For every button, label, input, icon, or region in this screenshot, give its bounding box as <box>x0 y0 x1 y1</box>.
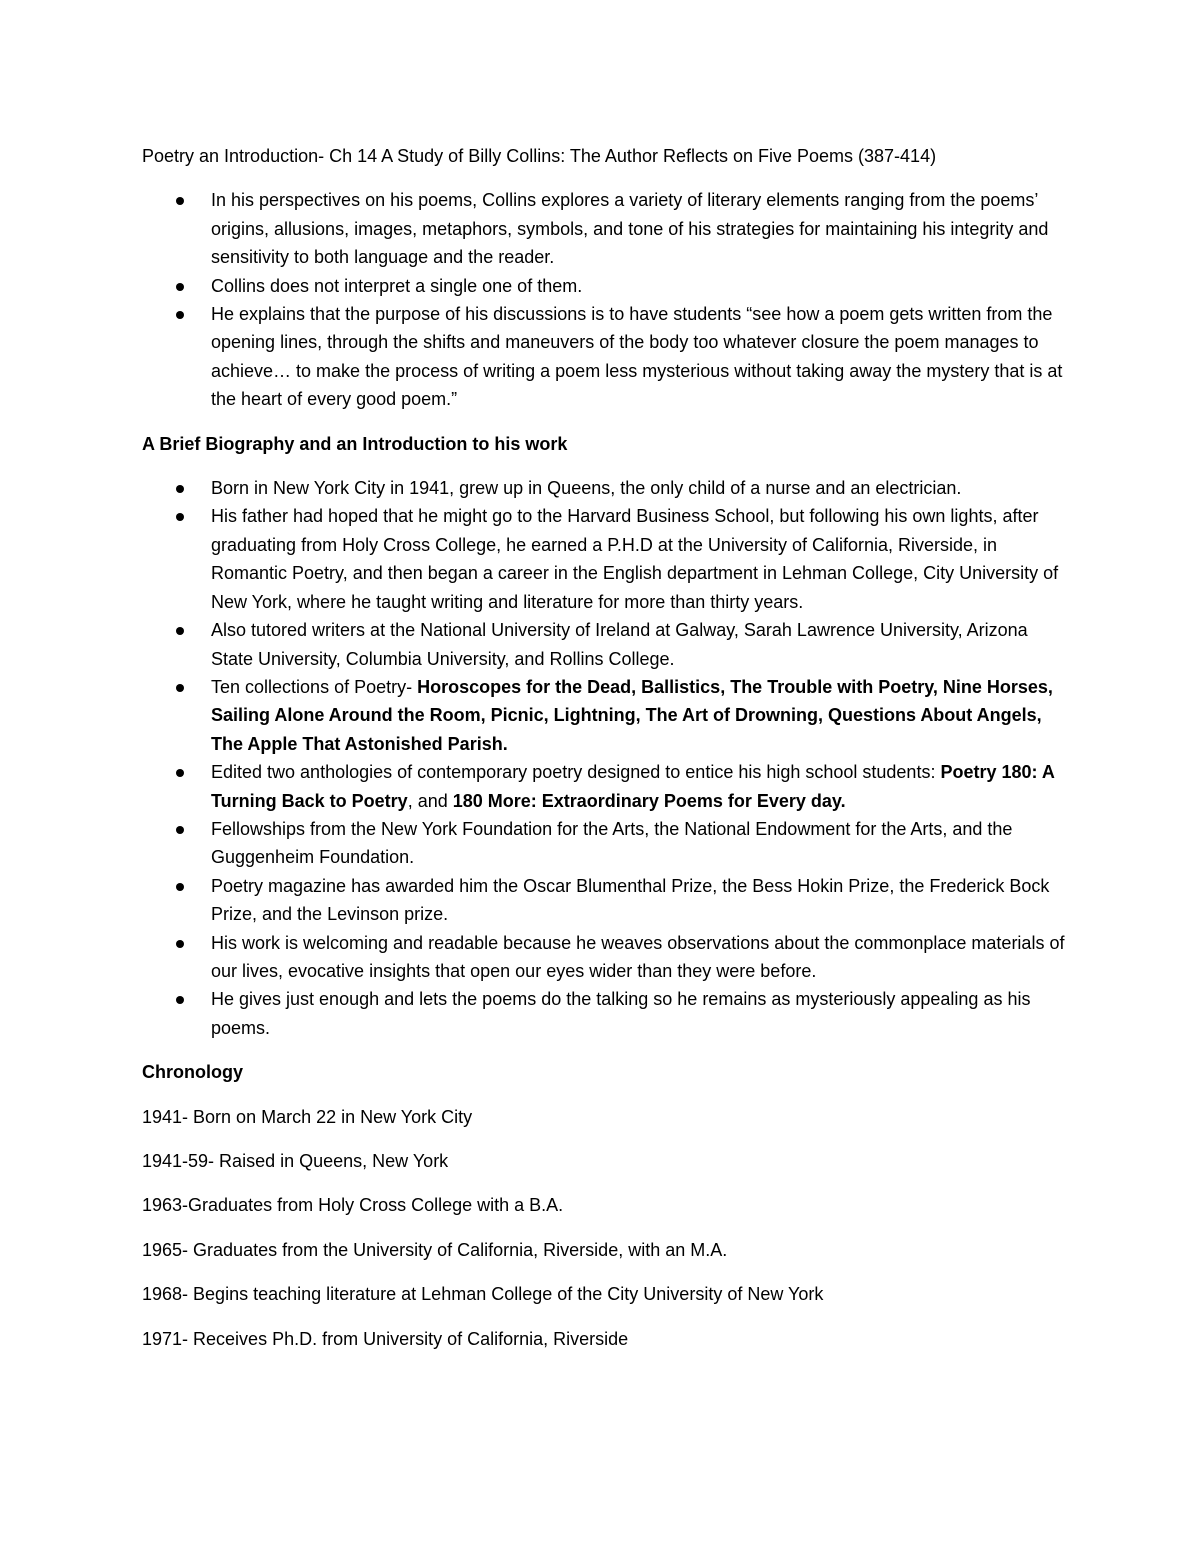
document-title: Poetry an Introduction- Ch 14 A Study of Billy Collins: The Author Reflects on Five Poems (387-414) <box>142 146 937 166</box>
bullet-icon <box>176 996 184 1004</box>
bullet-icon <box>176 826 184 834</box>
list-item <box>142 272 1072 300</box>
bullet-icon <box>176 627 184 635</box>
chronology-heading: Chronology <box>142 1062 243 1083</box>
chronology-entry: 1963-Graduates from Holy Cross College with a B.A. <box>142 1195 564 1216</box>
anthologies-prefix: Edited two anthologies of contemporary poetry designed to entice his high school students: <box>211 762 941 783</box>
list-item-text: Born in New York City in 1941, grew up in Queens, the only child of a nurse and an electrician. <box>211 478 962 499</box>
biography-bullet-list <box>142 474 1072 1042</box>
anthology-one-title: Poetry 180: A Turning Back to Poetry <box>211 762 1055 811</box>
list-item-text: He explains that the purpose of his discussions is to have students “see how a poem gets written from the opening lines, through the shifts and maneuvers of the body too whatever closure the poem manages to achieve… to make the process of writing a poem less mysterious without taking away the mystery that is at the heart of every good poem.” <box>211 304 1063 410</box>
chronology-entry: 1941- Born on March 22 in New York City <box>142 1106 473 1127</box>
list-item-text: Fellowships from the New York Foundation for the Arts, the National Endowment for the Arts, and the Guggenheim Foundation. <box>211 818 1013 868</box>
list-item-text: In his perspectives on his poems, Collins explores a variety of literary elements ranging from the poems’ origins, allusions, images, metaphors, symbols, and tone of his strategies for maintaining his integrity and sensitivity to both language and the reader. <box>211 190 1049 268</box>
list-item <box>142 758 1072 815</box>
bullet-icon <box>176 311 184 319</box>
list-item-text: He gives just enough and lets the poems do the talking so he remains as mysteriously appealing as his poems. <box>211 989 1031 1038</box>
bullet-icon <box>176 485 184 493</box>
list-item <box>142 815 1072 872</box>
bullet-icon <box>176 513 184 521</box>
list-item-text: Also tutored writers at the National University of Ireland at Galway, Sarah Lawrence University, Arizona State University, Columbia University, and Rollins College. <box>211 620 1028 669</box>
list-item <box>142 985 1072 1042</box>
bullet-icon <box>176 197 184 205</box>
list-item <box>142 300 1072 414</box>
bullet-icon <box>176 283 184 291</box>
list-item <box>142 929 1072 986</box>
chronology-entry: 1971- Receives Ph.D. from University of California, Riverside <box>142 1328 629 1349</box>
chronology-entry: 1941-59- Raised in Queens, New York <box>142 1151 449 1171</box>
list-item <box>142 474 1072 502</box>
collections-titles: Horoscopes for the Dead, Ballistics, The Trouble with Poetry, Nine Horses, Sailing Alone Around the Room, Picnic, Lightning, The Art of Drowning, Questions About Angels, The Apple That Astonished Parish. <box>211 676 1053 754</box>
bullet-icon <box>176 940 184 948</box>
bullet-icon <box>176 883 184 891</box>
list-item <box>142 872 1072 929</box>
list-item <box>142 673 1072 758</box>
list-item <box>142 616 1072 673</box>
bullet-icon <box>176 684 184 692</box>
chronology-entry: 1968- Begins teaching literature at Lehman College of the City University of New York <box>142 1284 824 1305</box>
bullet-icon <box>176 769 184 777</box>
collections-prefix: Ten collections of Poetry- <box>211 676 418 697</box>
list-item <box>142 502 1072 616</box>
list-item-text: His father had hoped that he might go to the Harvard Business School, but following his own lights, after graduating from Holy Cross College, he earned a P.H.D at the University of California, Riverside, in Romantic Poetry, and then began a career in the English department in Lehman College, City University of New York, where he taught writing and literature for more than thirty years. <box>211 506 1059 612</box>
list-item-text: Collins does not interpret a single one of them. <box>211 275 583 296</box>
anthologies-joiner: , and <box>407 790 453 811</box>
document-page <box>142 142 1072 1369</box>
intro-bullet-list <box>142 186 1072 413</box>
list-item-text: His work is welcoming and readable because he weaves observations about the commonplace materials of our lives, evocative insights that open our eyes wider than they were before. <box>211 932 1065 981</box>
list-item <box>142 186 1072 271</box>
biography-heading: A Brief Biography and an Introduction to his work <box>142 433 568 454</box>
chronology-entry: 1965- Graduates from the University of California, Riverside, with an M.A. <box>142 1239 728 1260</box>
anthology-two-title: 180 More: Extraordinary Poems for Every day. <box>452 790 846 811</box>
list-item-text: Poetry magazine has awarded him the Oscar Blumenthal Prize, the Bess Hokin Prize, the Frederick Bock Prize, and the Levinson prize. <box>211 875 1050 925</box>
